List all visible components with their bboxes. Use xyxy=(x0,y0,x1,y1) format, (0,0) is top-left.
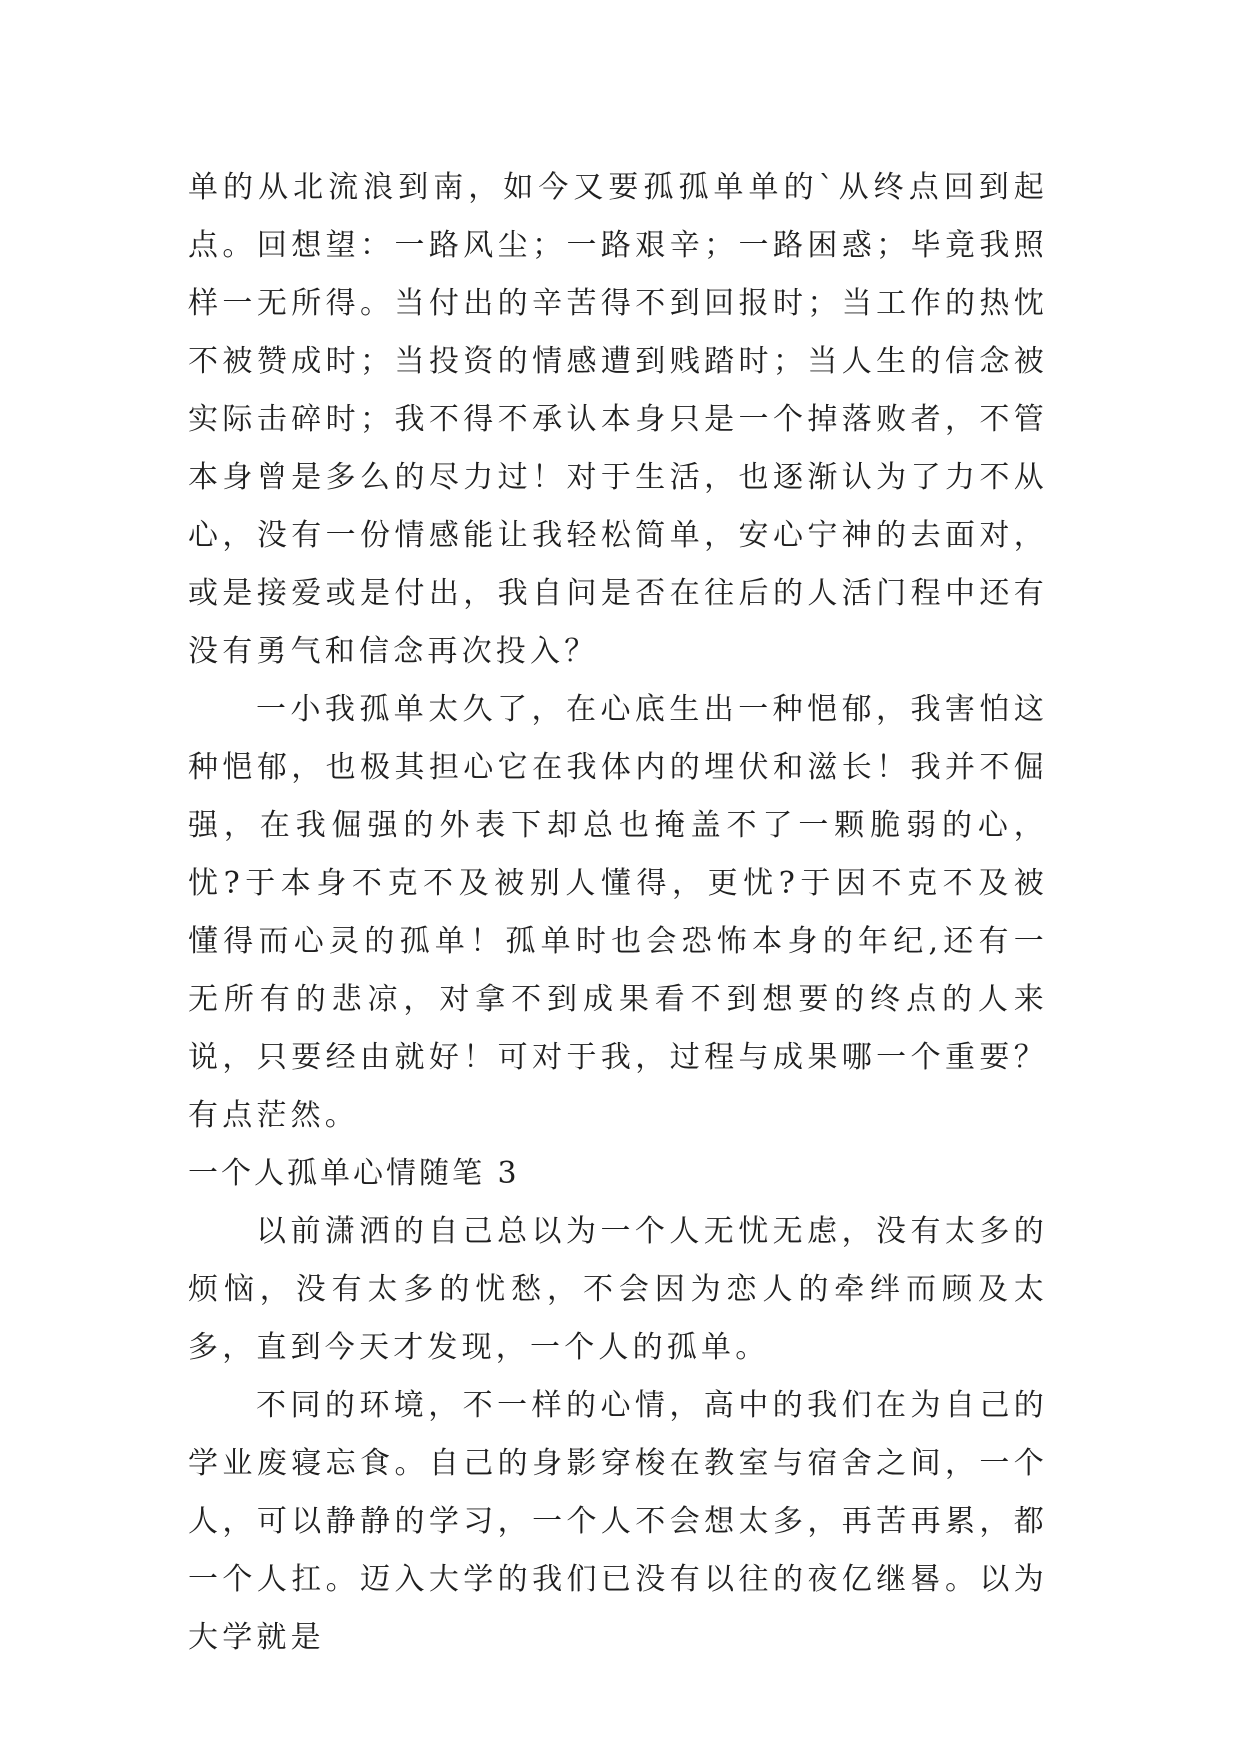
paragraph-continuation: 单的从北流浪到南，如今又要孤孤单单的`从终点回到起点。回想望：一路风尘；一路艰辛；一路困惑；毕竟我照样一无所得。当付出的辛苦得不到回报时；当工作的热忱不被赞成时；当投资的情感遭到贱踏时；当人生的信念被实际击碎时；我不得不承认本身只是一个掉落败者，不管本身曾是多么的尽力过！对于生活，也逐渐认为了力不从心，没有一份情感能让我轻松简单，安心宁神的去面对，或是接爱或是付出，我自问是否在往后的人活门程中还有没有勇气和信念再次投入？ xyxy=(188,170,1048,669)
paragraph-carefree: 以前潇洒的自己总以为一个人无忧无虑，没有太多的烦恼，没有太多的忧愁，不会因为恋人的牵绊而顾及太多，直到今天才发现，一个人的孤单。 xyxy=(188,1214,1048,1365)
paragraph-loneliness: 一小我孤单太久了，在心底生出一种悒郁，我害怕这种悒郁，也极其担心它在我体内的埋伏和滋长！我并不倔强，在我倔强的外表下却总也掩盖不了一颗脆弱的心，忧?于本身不克不及被别人懂得，更忧?于因不克不及被懂得而心灵的孤单！孤单时也会恐怖本身的年纪,还有一无所有的悲凉，对拿不到成果看不到想要的终点的人来说，只要经由就好！可对于我，过程与成果哪一个重要？有点茫然。 xyxy=(188,692,1048,1133)
section-heading: 一个人孤单心情随笔 3 xyxy=(188,1156,520,1191)
document-body xyxy=(188,159,1048,1667)
paragraph-environment: 不同的环境，不一样的心情，高中的我们在为自己的学业废寝忘食。自己的身影穿梭在教室与宿舍之间，一个人，可以静静的学习，一个人不会想太多，再苦再累，都一个人扛。迈入大学的我们已没有以往的夜亿继晷。以为大学就是 xyxy=(188,1388,1048,1655)
